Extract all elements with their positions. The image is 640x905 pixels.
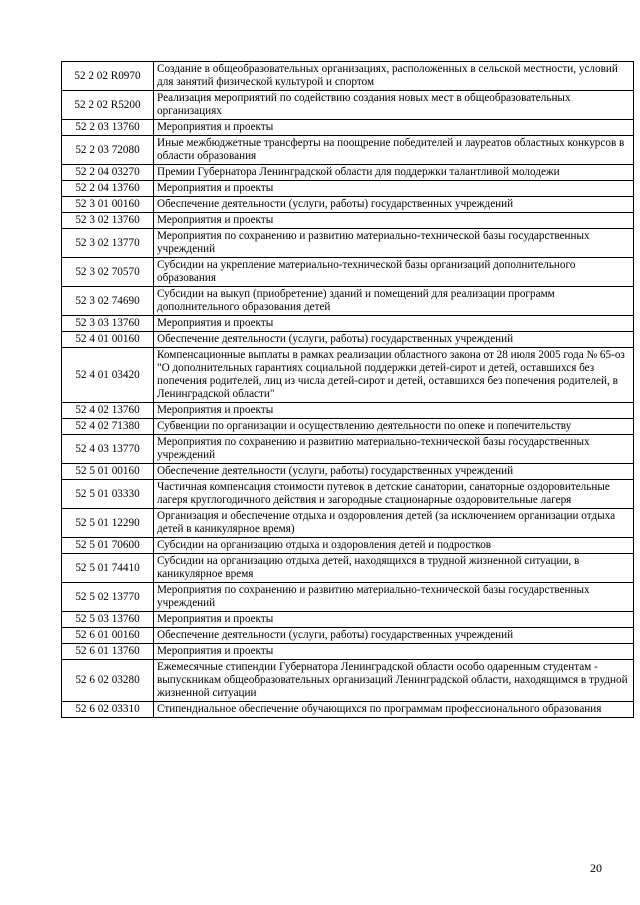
table-row xyxy=(62,165,634,181)
description-cell: Обеспечение деятельности (услуги, работы) государственных учреждений xyxy=(154,628,634,644)
table-row xyxy=(62,332,634,348)
table-row xyxy=(62,702,634,718)
table-row xyxy=(62,181,634,197)
table-row xyxy=(62,660,634,702)
budget-code-cell: 52 2 03 13760 xyxy=(62,120,154,136)
description-cell: Субсидии на укрепление материально-технической базы организаций дополнительного образования xyxy=(154,258,634,287)
budget-code-cell: 52 4 01 00160 xyxy=(62,332,154,348)
budget-code-cell: 52 5 01 03330 xyxy=(62,480,154,509)
description-cell: Частичная компенсация стоимости путевок в детские санатории, санаторные оздоровительные лагеря круглогодичного действия и загородные стационарные оздоровительные лагеря xyxy=(154,480,634,509)
description-cell: Мероприятия и проекты xyxy=(154,612,634,628)
budget-codes-table xyxy=(61,61,634,718)
budget-code-cell: 52 5 02 13770 xyxy=(62,583,154,612)
description-cell: Мероприятия и проекты xyxy=(154,644,634,660)
budget-code-cell: 52 6 01 00160 xyxy=(62,628,154,644)
budget-code-cell: 52 5 01 70600 xyxy=(62,538,154,554)
description-cell: Мероприятия и проекты xyxy=(154,213,634,229)
description-cell: Мероприятия и проекты xyxy=(154,120,634,136)
description-cell: Обеспечение деятельности (услуги, работы) государственных учреждений xyxy=(154,332,634,348)
budget-code-cell: 52 3 02 13770 xyxy=(62,229,154,258)
budget-code-cell: 52 4 02 13760 xyxy=(62,403,154,419)
table-row xyxy=(62,644,634,660)
description-cell: Обеспечение деятельности (услуги, работы) государственных учреждений xyxy=(154,464,634,480)
budget-code-cell: 52 5 01 12290 xyxy=(62,509,154,538)
description-cell: Компенсационные выплаты в рамках реализации областного закона от 28 июля 2005 года № 65-оз "О дополнительных гарантиях социальной поддержки детей-сирот и детей, оставшихся без попечения родителей, лиц из числа детей-сирот и детей, оставшихся без попечения родителей, в Ленинградской области" xyxy=(154,348,634,403)
table-body xyxy=(62,62,634,718)
table-row xyxy=(62,136,634,165)
budget-code-cell: 52 5 03 13760 xyxy=(62,612,154,628)
table-row xyxy=(62,120,634,136)
table-row xyxy=(62,509,634,538)
table-row xyxy=(62,213,634,229)
budget-code-cell: 52 4 03 13770 xyxy=(62,435,154,464)
description-cell: Ежемесячные стипендии Губернатора Ленинградской области особо одаренным студентам - выпускникам общеобразовательных организаций Ленинградской области, находящимся в трудной жизненной ситуации xyxy=(154,660,634,702)
description-cell: Мероприятия по сохранению и развитию материально-технической базы государственных учреждений xyxy=(154,229,634,258)
budget-code-cell: 52 3 01 00160 xyxy=(62,197,154,213)
budget-code-cell: 52 6 02 03310 xyxy=(62,702,154,718)
table-row xyxy=(62,258,634,287)
budget-code-cell: 52 3 02 74690 xyxy=(62,287,154,316)
budget-code-cell: 52 2 04 13760 xyxy=(62,181,154,197)
description-cell: Мероприятия по сохранению и развитию материально-технической базы государственных учреждений xyxy=(154,435,634,464)
budget-code-cell: 52 4 01 03420 xyxy=(62,348,154,403)
budget-code-cell: 52 3 02 70570 xyxy=(62,258,154,287)
table-row xyxy=(62,348,634,403)
description-cell: Мероприятия и проекты xyxy=(154,181,634,197)
table-row xyxy=(62,197,634,213)
description-cell: Субсидии на выкуп (приобретение) зданий и помещений для реализации программ дополнительного образования детей xyxy=(154,287,634,316)
budget-code-cell: 52 2 02 R5200 xyxy=(62,91,154,120)
budget-code-cell: 52 3 03 13760 xyxy=(62,316,154,332)
table-row xyxy=(62,419,634,435)
description-cell: Реализация мероприятий по содействию создания новых мест в общеобразовательных организациях xyxy=(154,91,634,120)
table-row xyxy=(62,287,634,316)
page-number: 20 xyxy=(590,861,602,875)
table-row xyxy=(62,403,634,419)
description-cell: Создание в общеобразовательных организациях, расположенных в сельской местности, условий для занятий физической культурой и спортом xyxy=(154,62,634,91)
table-row xyxy=(62,628,634,644)
table-row xyxy=(62,464,634,480)
table-row xyxy=(62,480,634,509)
table-row xyxy=(62,538,634,554)
description-cell: Мероприятия по сохранению и развитию материально-технической базы государственных учреждений xyxy=(154,583,634,612)
description-cell: Обеспечение деятельности (услуги, работы) государственных учреждений xyxy=(154,197,634,213)
table-row xyxy=(62,229,634,258)
description-cell: Стипендиальное обеспечение обучающихся по программам профессионального образования xyxy=(154,702,634,718)
budget-code-cell: 52 2 03 72080 xyxy=(62,136,154,165)
budget-code-cell: 52 4 02 71380 xyxy=(62,419,154,435)
description-cell: Мероприятия и проекты xyxy=(154,316,634,332)
description-cell: Субвенции по организации и осуществлению деятельности по опеке и попечительству xyxy=(154,419,634,435)
budget-code-cell: 52 2 02 R0970 xyxy=(62,62,154,91)
description-cell: Субсидии на организацию отдыха и оздоровления детей и подростков xyxy=(154,538,634,554)
description-cell: Иные межбюджетные трансферты на поощрение победителей и лауреатов областных конкурсов в области образования xyxy=(154,136,634,165)
budget-code-cell: 52 5 01 74410 xyxy=(62,554,154,583)
budget-code-cell: 52 6 02 03280 xyxy=(62,660,154,702)
table-row xyxy=(62,554,634,583)
budget-code-cell: 52 5 01 00160 xyxy=(62,464,154,480)
table-row xyxy=(62,316,634,332)
table-row xyxy=(62,612,634,628)
table-row xyxy=(62,583,634,612)
table-row xyxy=(62,91,634,120)
description-cell: Премии Губернатора Ленинградской области для поддержки талантливой молодежи xyxy=(154,165,634,181)
table-row xyxy=(62,435,634,464)
budget-code-cell: 52 6 01 13760 xyxy=(62,644,154,660)
description-cell: Организация и обеспечение отдыха и оздоровления детей (за исключением организации отдыха детей в каникулярное время) xyxy=(154,509,634,538)
budget-code-cell: 52 2 04 03270 xyxy=(62,165,154,181)
budget-code-cell: 52 3 02 13760 xyxy=(62,213,154,229)
table-row xyxy=(62,62,634,91)
description-cell: Субсидии на организацию отдыха детей, находящихся в трудной жизненной ситуации, в каникулярное время xyxy=(154,554,634,583)
description-cell: Мероприятия и проекты xyxy=(154,403,634,419)
